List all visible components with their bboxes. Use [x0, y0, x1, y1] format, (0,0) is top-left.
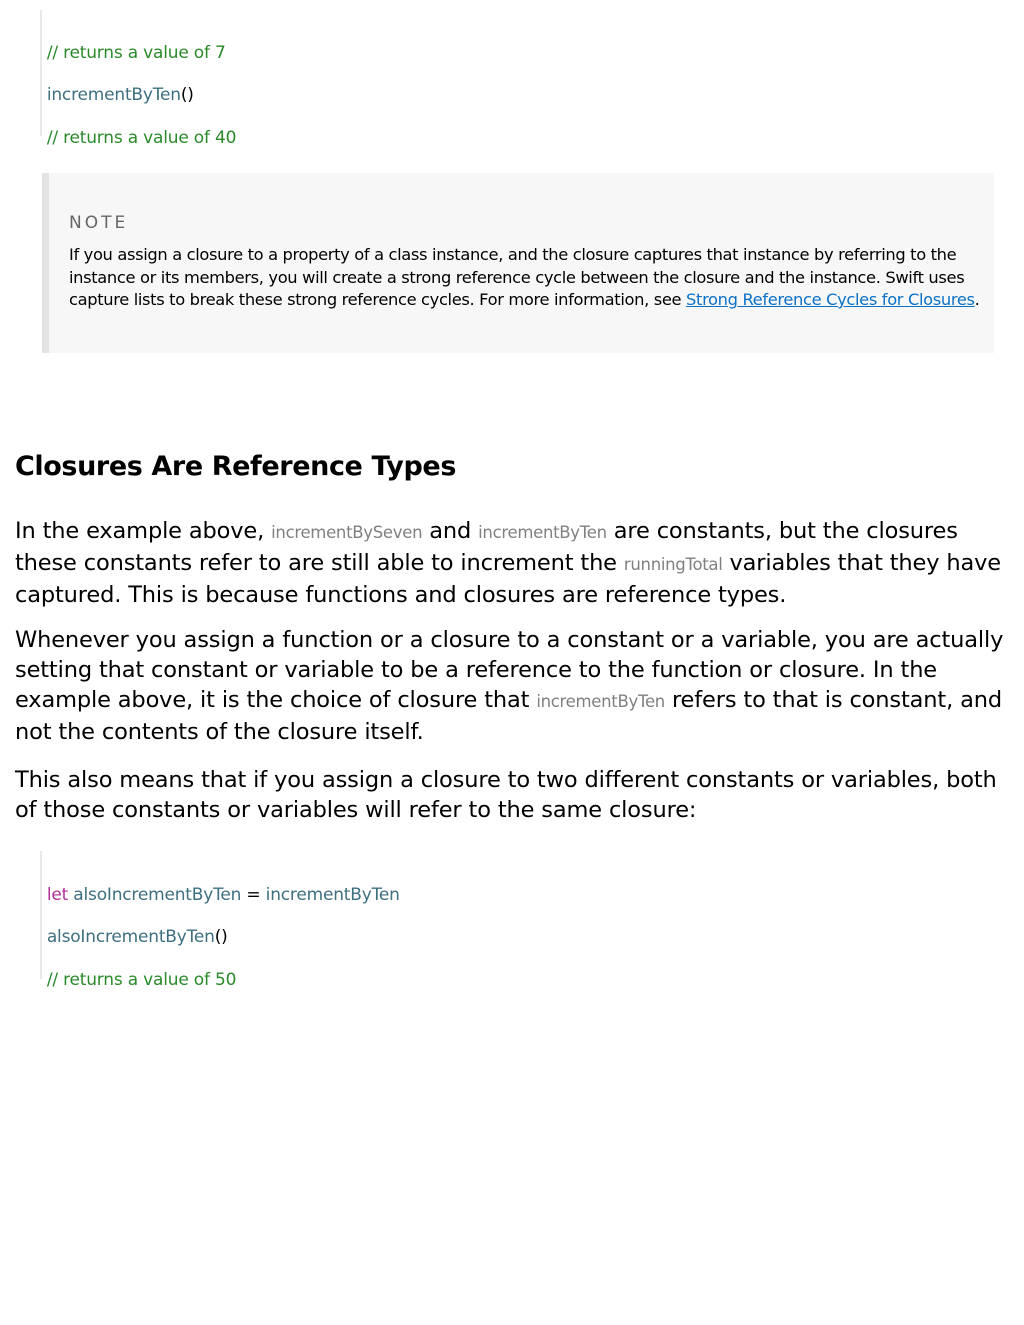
- section-title: Closures Are Reference Types: [15, 451, 456, 482]
- paragraph-text: are constants, but the closures these constants refer to are still able to increment the: [15, 518, 958, 576]
- note-title: NOTE: [69, 213, 129, 233]
- code-line: [26, 947, 236, 1013]
- paragraph-2: [15, 625, 1015, 747]
- code-comment: // returns a value of 50: [46, 970, 237, 990]
- inline-code: incrementByTen: [478, 523, 607, 542]
- note-text-body: If you assign a closure to a property of a class instance, and the closure captures that instance by referring to the instance or its members, you will create a strong reference cycle between the closure and the instance. Swift uses capture lists to break these strong reference cycles. For more information, see: [69, 245, 965, 309]
- paragraph-text: refers to that is constant, and not the contents of the closure itself.: [15, 687, 1002, 745]
- code-comment: // returns a value of 40: [46, 128, 237, 148]
- note-text: [69, 244, 984, 312]
- code-identifier: alsoIncrementByTen: [46, 927, 215, 947]
- inline-code: incrementBySeven: [271, 523, 423, 542]
- paragraph-1: [15, 516, 1015, 610]
- paragraph-text: and: [422, 518, 479, 544]
- code-operator: =: [241, 885, 266, 905]
- code-line: [26, 105, 236, 171]
- paragraph-text: variables that they have captured. This is because functions and closures are reference types.: [15, 550, 1001, 608]
- note-box: [42, 173, 994, 353]
- paragraph-3: This also means that if you assign a closure to two different constants or variables, both of those constants or variables will refer to the same closure:: [15, 767, 997, 823]
- code-keyword: let: [46, 885, 69, 905]
- strong-reference-cycles-link[interactable]: Strong Reference Cycles for Closures: [686, 290, 975, 309]
- code-punctuation: (): [214, 927, 228, 947]
- paragraph-text: Whenever you assign a function or a closure to a constant or a variable, you are actually setting that constant or variable to be a reference to the function or closure. In the example above, it is the choice of closure that: [15, 627, 1004, 713]
- code-identifier: incrementByTen: [265, 885, 400, 905]
- paragraph-text: In the example above,: [15, 518, 272, 544]
- code-identifier: alsoIncrementByTen: [73, 885, 242, 905]
- code-punctuation: (): [180, 85, 194, 105]
- inline-code: incrementByTen: [536, 692, 665, 711]
- inline-code: runningTotal: [623, 555, 723, 574]
- code-identifier: incrementByTen: [46, 85, 181, 105]
- note-text-end: .: [974, 290, 980, 309]
- code-comment: // returns a value of 7: [46, 43, 226, 63]
